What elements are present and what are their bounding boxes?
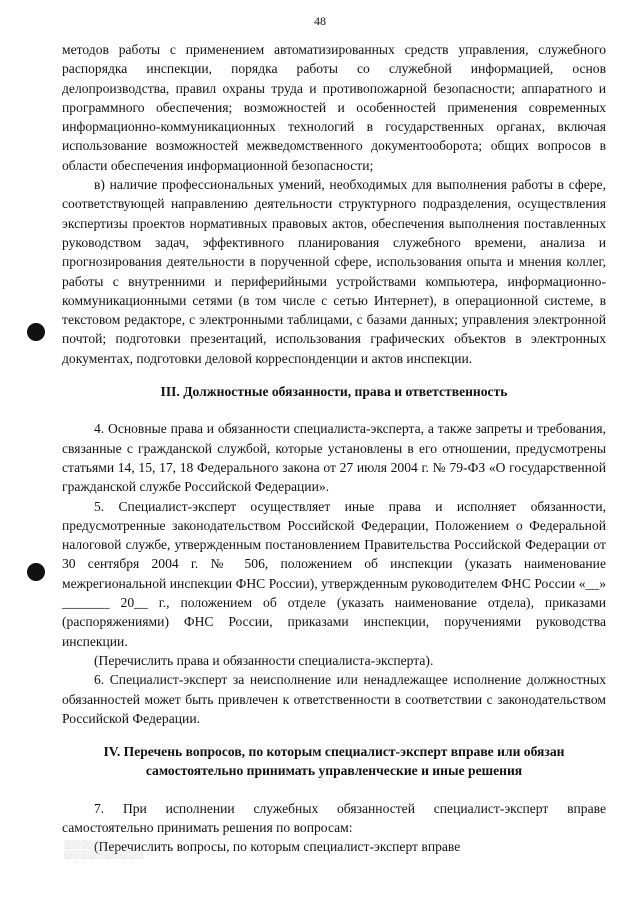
- paragraph: (Перечислить права и обязанности специалиста-эксперта).: [94, 652, 434, 668]
- punch-hole-bottom: [27, 563, 45, 581]
- paragraph: 5. Специалист-эксперт осуществляет иные права и исполняет обязанности, предусмотренные законодательством Российской Федерации, Положением о Федеральной налоговой службе, утвержденным постановлением Правительства Российской Федерации от 30 сентября 2004 г. № 506, положением об инспекции (указать наименование межрегиональной инспекции ФНС России), утвержденным руководителем ФНС России «__» _______ 20__ г., положением об отделе (указать наименование отдела), приказами (распоряжениями) ФНС России, приказами инспекции, поручениями руководства инспекции.: [62, 498, 606, 649]
- paragraph: 4. Основные права и обязанности специалиста-эксперта, а также запреты и требования, связанные с гражданской службой, которые установлены в его отношении, предусмотрены статьями 14, 15, 17, 18 Федерального закона от 27 июля 2004 г. № 79-ФЗ «О государственной гражданской службе Российской Федерации».: [62, 421, 606, 495]
- paragraph: (Перечислить вопросы, по которым специалист-эксперт вправе: [94, 839, 461, 855]
- punch-hole-top: [27, 323, 45, 341]
- section-heading-iii: III. Должностные обязанности, права и ответственность: [160, 384, 508, 400]
- section-heading-iv: IV. Перечень вопросов, по которым специалист-эксперт вправе или обязан самостоятельно принимать управленческие и иные решения: [103, 744, 565, 779]
- paragraph: 6. Специалист-эксперт за неисполнение или ненадлежащее исполнение должностных обязанностей может быть привлечен к ответственности в соответствии с законодательством Российской Федерации.: [62, 672, 606, 726]
- paragraph: в) наличие профессиональных умений, необходимых для выполнения работы в сфере, соответствующей направлению деятельности структурного подразделения, осуществления экспертизы проектов нормативных правовых актов, обеспечения выполнения поставленных руководством задач, эффективного планирования служебного времени, анализа и прогнозирования деятельности в порученной сфере, использования опыта и мнения коллег, работы с внутренними и периферийными устройствами компьютера, информационно-коммуникационными сетями (в том числе с сетью Интернет), в операционной системе, в текстовом редакторе, с электронными таблицами, с базами данных; управления электронной почтой; подготовки презентаций, использования графических объектов в электронных документах, подготовки деловой корреспонденции и актов инспекции.: [62, 177, 606, 366]
- paragraph: 7. При исполнении служебных обязанностей специалист-эксперт вправе самостоятельно принимать решения по вопросам:: [62, 800, 606, 835]
- page-number: 48: [314, 14, 326, 28]
- document-body: [62, 40, 606, 857]
- faded-stamp: ░░░░░░░░░░ ░░░░░░░░░░░░░░░░░░░: [64, 841, 145, 859]
- paragraph: методов работы с применением автоматизированных средств управления, служебного распорядка инспекции, порядка работы со служебной информацией, основ делопроизводства, правил охраны труда и противопожарной безопасности; аппаратного и программного обеспечения; возможностей и особенностей применения современных информационно-коммуникационных технологий в государственных органах, включая использование возможностей межведомственного документооборота; общих вопросов в области обеспечения информационной безопасности;: [62, 42, 606, 173]
